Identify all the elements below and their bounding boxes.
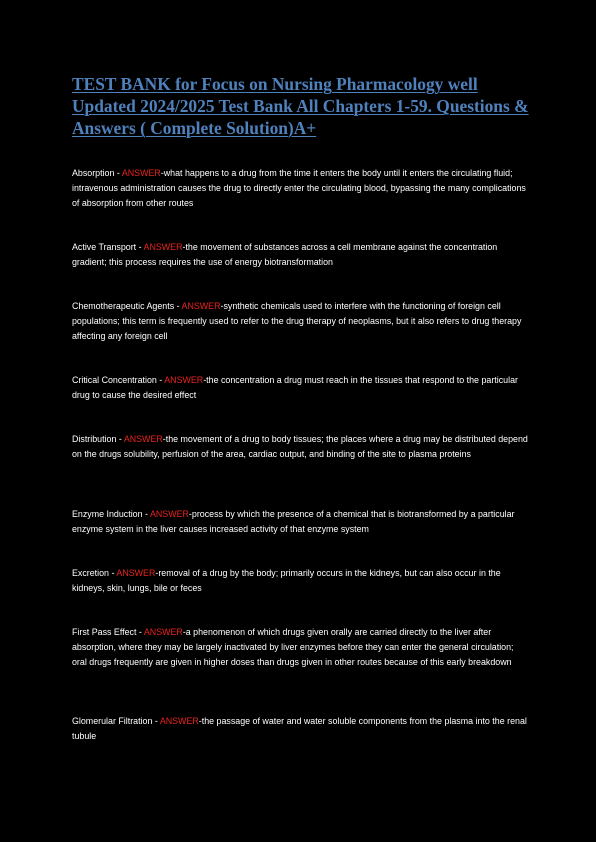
entry-term: Chemotherapeutic Agents (72, 301, 175, 311)
answer-label: ANSWER (164, 375, 204, 385)
entry-separator: - (136, 627, 144, 637)
glossary-entry (72, 166, 528, 210)
glossary-entry (72, 714, 528, 744)
glossary-entry (72, 507, 528, 537)
entry-term: First Pass Effect (72, 627, 137, 637)
glossary-entry (72, 432, 528, 462)
entry-definition: -removal of a drug by the body; primarily occurs in the kidneys, but can also occur in the kidneys, skin, lungs, bile or feces (72, 568, 501, 593)
entry-definition: -the movement of a drug to body tissues; the places where a drug may be distributed depend on the drugs solubility, perfusion of the area, cardiac output, and binding of the site to plasma proteins (72, 434, 528, 459)
entry-definition: -the concentration a drug must reach in the tissues that respond to the particular drug to cause the desired effect (72, 375, 518, 400)
entry-separator: - (174, 301, 182, 311)
glossary-entry (72, 240, 528, 270)
entry-definition: -the passage of water and water soluble components from the plasma into the renal tubule (72, 716, 527, 741)
glossary-entry (72, 299, 528, 343)
entry-term: Excretion (72, 568, 109, 578)
answer-label: ANSWER (121, 168, 161, 178)
entry-term: Distribution (72, 434, 117, 444)
document-title: TEST BANK for Focus on Nursing Pharmacology well Updated 2024/2025 Test Bank All Chapters 1-59. Questions & Answers ( Complete Solution)A+ (72, 74, 529, 138)
entry-separator: - (116, 434, 124, 444)
entry-separator: - (152, 716, 160, 726)
glossary-entry (72, 373, 528, 403)
entry-separator: - (156, 375, 165, 385)
entry-term: Enzyme Induction (72, 509, 143, 519)
entry-definition: -process by which the presence of a chemical that is biotransformed by a particular enzyme system in the liver causes increased activity of that enzyme system (72, 509, 515, 534)
entry-separator: - (114, 168, 122, 178)
entry-definition: -the movement of substances across a cell membrane against the concentration gradient; this process requires the use of energy biotransformation (72, 242, 498, 267)
entry-term: Glomerular Filtration (72, 716, 153, 726)
glossary-entry (72, 625, 528, 669)
answer-label: ANSWER (149, 509, 189, 519)
entry-term: Absorption (72, 168, 115, 178)
entry-separator: - (109, 568, 117, 578)
entry-definition: -what happens to a drug from the time it enters the body until it enters the circulating fluid; intravenous administration causes the drug to directly enter the circulating blood, bypassing the many complications of absorption from other routes (72, 168, 526, 208)
entry-definition: -synthetic chemicals used to interfere with the functioning of foreign cell populations; this term is frequently used to refer to the drug therapy of neoplasms, but it also refers to drug therapy affecting any foreign cell (72, 301, 522, 341)
answer-label: ANSWER (181, 301, 221, 311)
entry-term: Critical Concentration (72, 375, 157, 385)
answer-label: ANSWER (143, 242, 183, 252)
answer-label: ANSWER (116, 568, 156, 578)
entry-term: Active Transport (72, 242, 137, 252)
entry-separator: - (142, 509, 150, 519)
answer-label: ANSWER (159, 716, 199, 726)
entry-separator: - (136, 242, 144, 252)
glossary-entry (72, 566, 528, 596)
entry-definition: -a phenomenon of which drugs given orally are carried directly to the liver after absorption, where they may be largely inactivated by liver enzymes before they can enter the general circulation; oral drugs frequently are given in higher doses than drugs given in other routes because of this early breakdown (72, 627, 514, 667)
answer-label: ANSWER (123, 434, 163, 444)
answer-label: ANSWER (143, 627, 183, 637)
